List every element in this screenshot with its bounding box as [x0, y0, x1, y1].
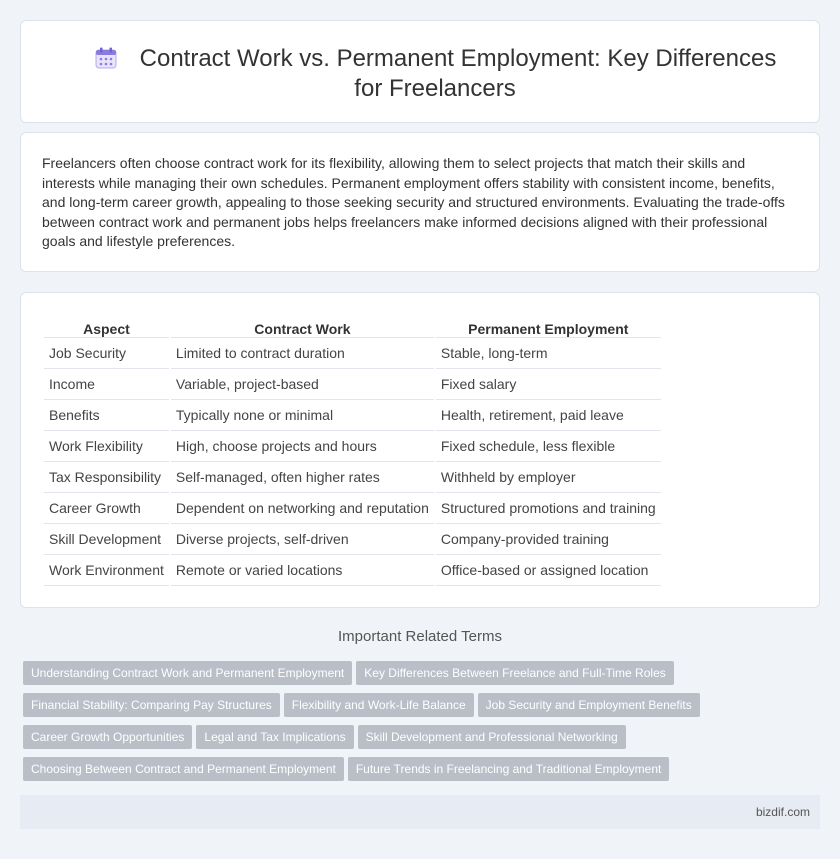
table-cell: Skill Development [44, 524, 169, 555]
table-cell: Withheld by employer [436, 462, 661, 493]
table-cell: Stable, long-term [436, 338, 661, 369]
table-cell: Limited to contract duration [171, 338, 434, 369]
tag-row [23, 693, 713, 725]
header-contract-work: Contract Work [171, 315, 434, 338]
footer [20, 795, 820, 829]
table-cell: Typically none or minimal [171, 400, 434, 431]
table-cell: Job Security [44, 338, 169, 369]
tag-row [23, 725, 713, 757]
page-title-text: Contract Work vs. Permanent Employment: Key Differences for Freelancers [139, 45, 777, 102]
intro-card [20, 132, 820, 272]
table-cell: Tax Responsibility [44, 462, 169, 493]
related-terms-tags [23, 661, 713, 789]
comparison-table [42, 315, 663, 586]
related-terms-title: Important Related Terms [338, 628, 502, 645]
page-title [81, 44, 789, 104]
related-term-tag[interactable]: Key Differences Between Freelance and Full-Time Roles [356, 661, 673, 685]
related-term-tag[interactable]: Flexibility and Work-Life Balance [284, 693, 474, 717]
table-cell: Work Environment [44, 555, 169, 586]
table-cell: Benefits [44, 400, 169, 431]
related-term-tag[interactable]: Skill Development and Professional Networking [358, 725, 626, 749]
related-term-tag[interactable]: Future Trends in Freelancing and Traditional Employment [348, 757, 670, 781]
comparison-card [20, 292, 820, 608]
table-row [44, 369, 661, 400]
intro-paragraph: Freelancers often choose contract work for its flexibility, allowing them to select projects that match their skills and interests while managing their own schedules. Permanent employment offers stability with consistent income, benefits, and long-term career growth, appealing to those seeking security and structured environments. Evaluating the trade-offs between contract work and permanent jobs helps freelancers make informed decisions aligned with their professional goals and lifestyle preferences. [42, 155, 785, 250]
related-term-tag[interactable]: Career Growth Opportunities [23, 725, 192, 749]
related-term-tag[interactable]: Legal and Tax Implications [196, 725, 353, 749]
table-cell: Health, retirement, paid leave [436, 400, 661, 431]
table-cell: Variable, project-based [171, 369, 434, 400]
tag-row [23, 757, 713, 789]
table-cell: Career Growth [44, 493, 169, 524]
related-term-tag[interactable]: Financial Stability: Comparing Pay Structures [23, 693, 280, 717]
table-cell: Office-based or assigned location [436, 555, 661, 586]
table-cell: Work Flexibility [44, 431, 169, 462]
header-aspect: Aspect [44, 315, 169, 338]
related-term-tag[interactable]: Understanding Contract Work and Permanent Employment [23, 661, 352, 685]
table-cell: Fixed salary [436, 369, 661, 400]
header-permanent-employment: Permanent Employment [436, 315, 661, 338]
related-term-tag[interactable]: Choosing Between Contract and Permanent Employment [23, 757, 344, 781]
related-term-tag[interactable]: Job Security and Employment Benefits [478, 693, 700, 717]
table-cell: Income [44, 369, 169, 400]
table-row [44, 524, 661, 555]
table-row [44, 493, 661, 524]
table-cell: Dependent on networking and reputation [171, 493, 434, 524]
table-cell: Remote or varied locations [171, 555, 434, 586]
table-row [44, 431, 661, 462]
table-cell: Fixed schedule, less flexible [436, 431, 661, 462]
table-row [44, 555, 661, 586]
footer-site-name[interactable]: bizdif.com [755, 805, 810, 819]
calendar-icon [94, 46, 118, 70]
table-row [44, 462, 661, 493]
table-row [44, 400, 661, 431]
table-cell: Company-provided training [436, 524, 661, 555]
table-cell: Structured promotions and training [436, 493, 661, 524]
table-cell: High, choose projects and hours [171, 431, 434, 462]
title-wrap [81, 44, 789, 104]
table-header-row [44, 315, 661, 338]
table-row [44, 338, 661, 369]
table-cell: Self-managed, often higher rates [171, 462, 434, 493]
table-cell: Diverse projects, self-driven [171, 524, 434, 555]
tag-row [23, 661, 713, 693]
header-card [20, 20, 820, 123]
